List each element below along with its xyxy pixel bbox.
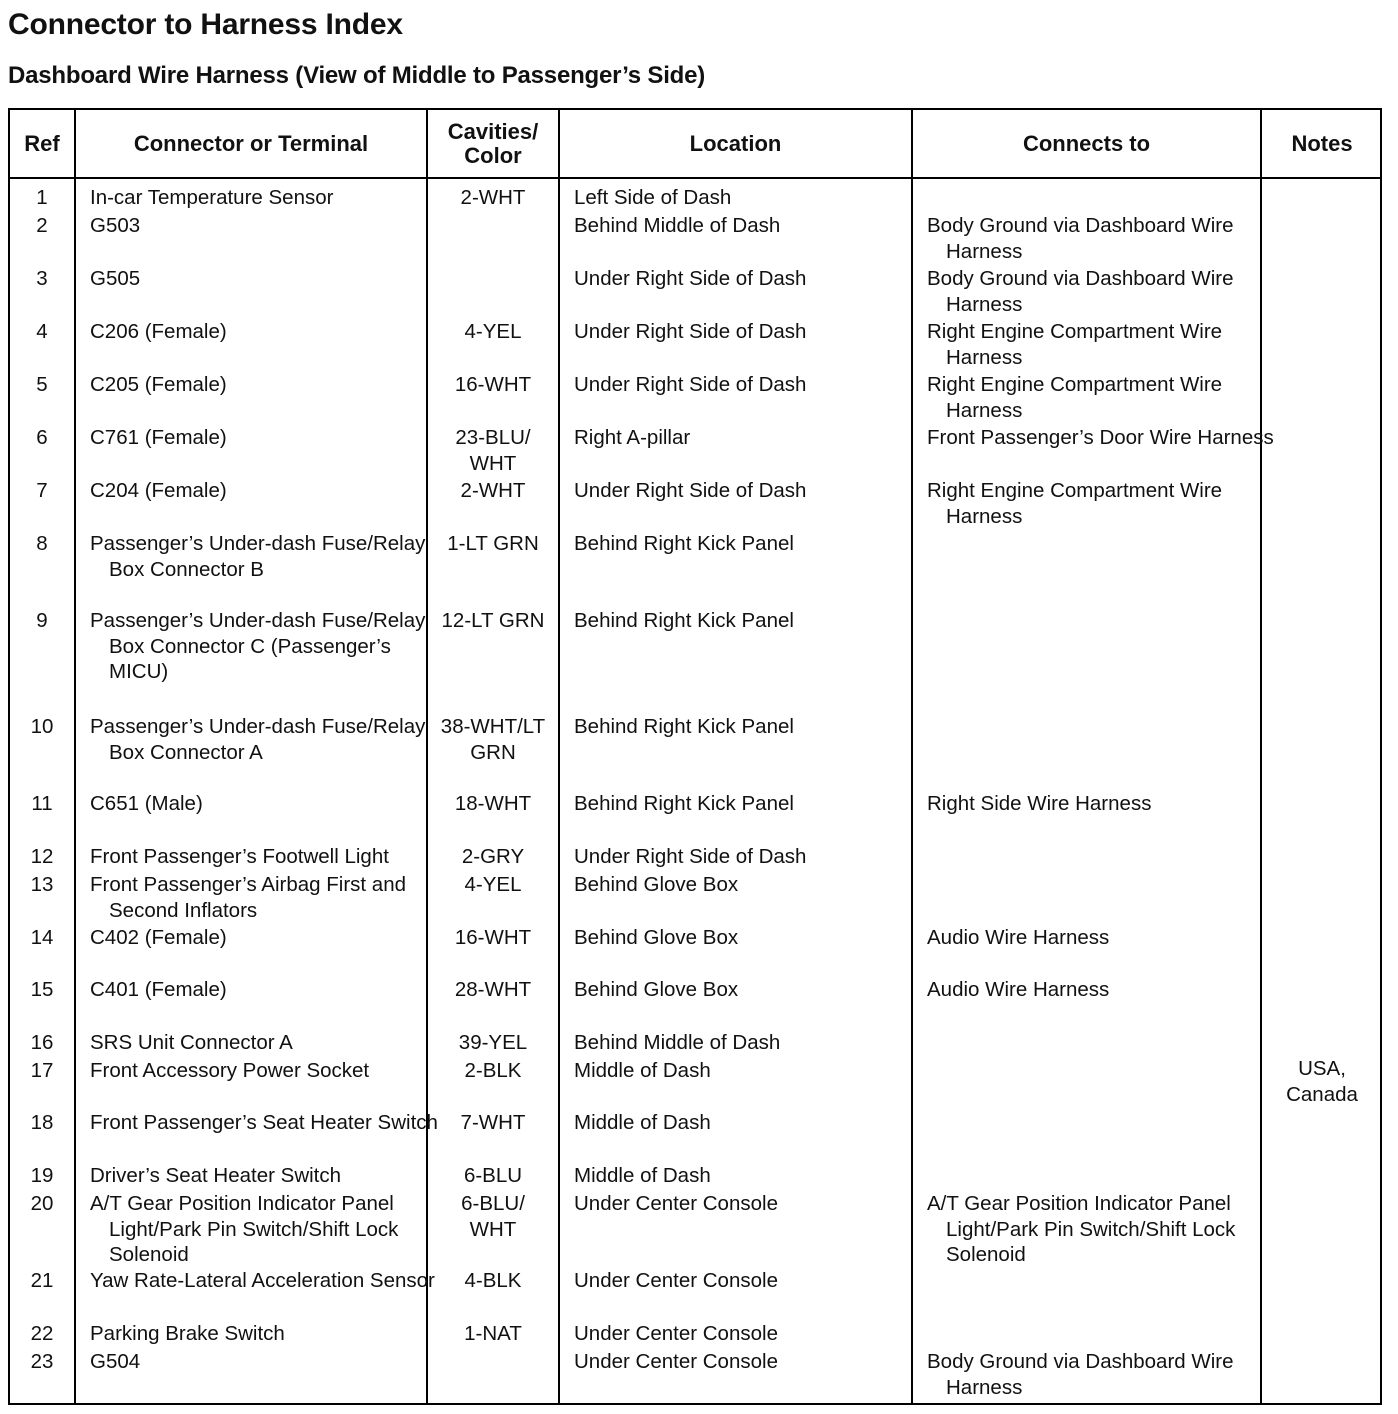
row-connector: C204 (Female): [90, 479, 227, 502]
row-ref: 5: [36, 373, 48, 396]
row-cavities: 2-BLK: [464, 1059, 522, 1082]
row-connects-to: Audio Wire Harness: [927, 978, 1110, 1001]
row-connects-to: Audio Wire Harness: [927, 926, 1110, 949]
row-location: Under Right Side of Dash: [574, 320, 807, 343]
row-connector: C402 (Female): [90, 926, 227, 949]
page-subtitle: Dashboard Wire Harness (View of Middle to Passenger’s Side): [8, 62, 706, 89]
row-cavities: 39-YEL: [458, 1031, 528, 1054]
row-ref: 2: [36, 214, 48, 237]
row-ref: 17: [30, 1059, 54, 1082]
row-connector: G505: [90, 267, 141, 290]
header-ref: Ref: [24, 130, 60, 156]
row-ref: 13: [30, 873, 54, 896]
row-location: Behind Right Kick Panel: [574, 532, 794, 555]
row-connector: A/T Gear Position Indicator Panel Light/Park Pin Switch/Shift Lock Solenoid: [90, 1192, 399, 1266]
row-connector: C205 (Female): [90, 373, 227, 396]
row-location: Right A-pillar: [574, 426, 691, 449]
row-connector: Front Passenger’s Footwell Light: [90, 845, 389, 868]
row-connector: C401 (Female): [90, 978, 227, 1001]
row-ref: 18: [30, 1111, 54, 1134]
row-location: Under Right Side of Dash: [574, 267, 807, 290]
notes-cell: USA, Canada: [1286, 1057, 1358, 1106]
row-ref: 3: [36, 267, 48, 290]
header-connects-to: Connects to: [1022, 130, 1151, 156]
row-connector: Parking Brake Switch: [90, 1322, 285, 1345]
row-cavities: 16-WHT: [454, 926, 532, 949]
row-connects-to: Right Engine Compartment Wire Harness: [927, 479, 1223, 528]
row-connector: Yaw Rate-Lateral Acceleration Sensor: [90, 1269, 435, 1292]
header-cavities: Cavities/ Color: [447, 118, 539, 168]
row-ref: 12: [30, 845, 54, 868]
row-location: Behind Glove Box: [574, 926, 739, 949]
row-cavities: 1-NAT: [464, 1322, 522, 1345]
row-cavities: 16-WHT: [454, 373, 532, 396]
row-ref: 9: [36, 609, 48, 632]
row-cavities: 4-YEL: [464, 873, 522, 896]
row-cavities: 38-WHT/LT GRN: [440, 715, 546, 764]
row-connector: G503: [90, 214, 141, 237]
row-cavities: 2-WHT: [460, 186, 526, 209]
row-ref: 21: [30, 1269, 54, 1292]
column-divider: [74, 110, 76, 1403]
row-ref: 10: [30, 715, 54, 738]
row-cavities: 12-LT GRN: [441, 609, 545, 632]
row-cavities: 2-WHT: [460, 479, 526, 502]
row-connects-to: Body Ground via Dashboard Wire Harness: [927, 267, 1234, 316]
header-location: Location: [689, 130, 782, 156]
row-ref: 14: [30, 926, 54, 949]
row-cavities: 6-BLU: [463, 1164, 523, 1187]
row-cavities: 28-WHT: [454, 978, 532, 1001]
row-location: Behind Right Kick Panel: [574, 792, 794, 815]
row-ref: 7: [36, 479, 48, 502]
row-location: Under Right Side of Dash: [574, 373, 807, 396]
row-location: Behind Glove Box: [574, 978, 739, 1001]
row-connector: C761 (Female): [90, 426, 227, 449]
row-location: Behind Middle of Dash: [574, 1031, 781, 1054]
header-connector: Connector or Terminal: [133, 130, 369, 156]
row-ref: 4: [36, 320, 48, 343]
row-connector: Passenger’s Under-dash Fuse/Relay Box Connector B: [90, 532, 426, 581]
row-ref: 1: [36, 186, 48, 209]
row-cavities: 1-LT GRN: [447, 532, 539, 555]
row-ref: 11: [31, 792, 53, 815]
row-connector: Front Passenger’s Airbag First and Second Inflators: [90, 873, 407, 922]
row-location: Behind Right Kick Panel: [574, 715, 794, 738]
row-connects-to: Front Passenger’s Door Wire Harness: [927, 426, 1274, 449]
row-location: Behind Middle of Dash: [574, 214, 781, 237]
row-ref: 23: [30, 1350, 54, 1373]
row-location: Middle of Dash: [574, 1059, 711, 1082]
header-notes: Notes: [1291, 130, 1353, 156]
row-connector: C651 (Male): [90, 792, 203, 815]
connector-index-table: [8, 108, 1382, 1405]
row-cavities: 4-BLK: [464, 1269, 522, 1292]
row-cavities: 2-GRY: [461, 845, 525, 868]
row-cavities: 7-WHT: [460, 1111, 526, 1134]
row-location: Middle of Dash: [574, 1164, 711, 1187]
row-location: Under Right Side of Dash: [574, 479, 807, 502]
row-cavities: 23-BLU/ WHT: [455, 426, 531, 475]
row-location: Under Center Console: [574, 1192, 778, 1215]
row-connects-to: Right Side Wire Harness: [927, 792, 1152, 815]
row-cavities: 18-WHT: [454, 792, 532, 815]
row-ref: 20: [30, 1192, 54, 1215]
row-connects-to: Body Ground via Dashboard Wire Harness: [927, 214, 1234, 263]
row-ref: 8: [36, 532, 48, 555]
row-ref: 16: [30, 1031, 54, 1054]
header-divider: [10, 177, 1380, 179]
row-connector: Front Passenger’s Seat Heater Switch: [90, 1111, 438, 1134]
row-connector: Passenger’s Under-dash Fuse/Relay Box Connector A: [90, 715, 426, 764]
row-ref: 22: [30, 1322, 54, 1345]
row-location: Under Center Console: [574, 1350, 778, 1373]
row-location: Under Center Console: [574, 1269, 778, 1292]
column-divider: [911, 110, 913, 1403]
row-location: Behind Glove Box: [574, 873, 739, 896]
row-ref: 6: [36, 426, 48, 449]
row-connector: Passenger’s Under-dash Fuse/Relay Box Connector C (Passenger’s MICU): [90, 609, 426, 683]
page-title: Connector to Harness Index: [8, 8, 403, 41]
row-location: Left Side of Dash: [574, 186, 732, 209]
row-connector: Front Accessory Power Socket: [90, 1059, 370, 1082]
row-connector: SRS Unit Connector A: [90, 1031, 293, 1054]
row-connects-to: Body Ground via Dashboard Wire Harness: [927, 1350, 1234, 1399]
row-connector: G504: [90, 1350, 141, 1373]
row-connector: C206 (Female): [90, 320, 227, 343]
row-connects-to: Right Engine Compartment Wire Harness: [927, 373, 1223, 422]
row-connector: In-car Temperature Sensor: [90, 186, 334, 209]
row-location: Middle of Dash: [574, 1111, 711, 1134]
row-cavities: 6-BLU/ WHT: [461, 1192, 525, 1241]
row-location: Under Center Console: [574, 1322, 778, 1345]
row-ref: 15: [30, 978, 54, 1001]
column-divider: [558, 110, 560, 1403]
row-connects-to: Right Engine Compartment Wire Harness: [927, 320, 1223, 369]
row-ref: 19: [30, 1164, 54, 1187]
row-location: Behind Right Kick Panel: [574, 609, 794, 632]
row-location: Under Right Side of Dash: [574, 845, 807, 868]
row-connects-to: A/T Gear Position Indicator Panel Light/Park Pin Switch/Shift Lock Solenoid: [927, 1192, 1236, 1266]
row-cavities: 4-YEL: [464, 320, 522, 343]
row-connector: Driver’s Seat Heater Switch: [90, 1164, 342, 1187]
